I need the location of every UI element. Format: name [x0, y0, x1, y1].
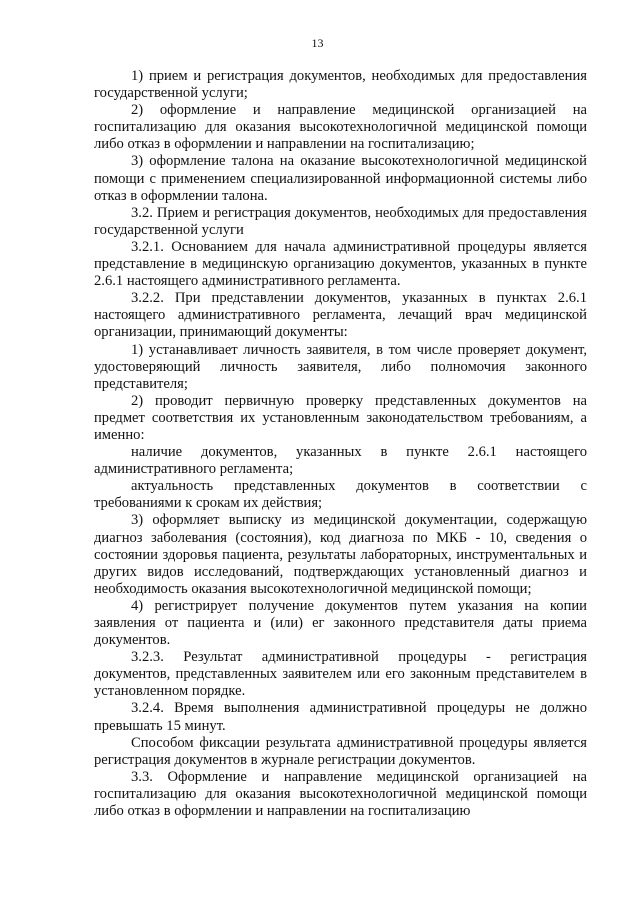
paragraph: 1) прием и регистрация документов, необходимых для предоставления государственной услуги; — [94, 68, 587, 102]
document-body — [94, 68, 587, 820]
paragraph: 3.2.1. Основанием для начала административной процедуры является представление в медицинскую организацию документов, указанных в пункте 2.6.1 настоящего административного регламента. — [94, 238, 587, 290]
paragraph: 3.2.3. Результат административной процедуры - регистрация документов, представленных заявителем или его законным представителем в установленном порядке. — [94, 649, 587, 700]
paragraph: 2) оформление и направление медицинской организацией на госпитализацию для оказания высокотехнологичной медицинской помощи либо отказ в оформлении и направлении на госпитализацию; — [94, 102, 587, 153]
section-heading: 3.2. Прием и регистрация документов, необходимых для предоставления государственной услуги — [94, 204, 587, 238]
paragraph: 3) оформление талона на оказание высокотехнологичной медицинской помощи с применением специализированной информационной системы либо отказ в оформлении талона. — [94, 153, 587, 204]
paragraph: 3.2.2. При представлении документов, указанных в пунктах 2.6.1 настоящего административного регламента, лечащий врач медицинской организации, принимающий документы: — [94, 290, 587, 341]
paragraph: 3.2.4. Время выполнения административной процедуры не должно превышать 15 минут. — [94, 700, 587, 734]
section-heading: 3.3. Оформление и направление медицинской организацией на госпитализацию для оказания высокотехнологичной медицинской помощи либо отказ в оформлении и направлении на госпитализацию — [94, 768, 587, 820]
paragraph: 4) регистрирует получение документов путем указания на копии заявления от пациента и (или) ег законного представителя даты приема документов. — [94, 597, 587, 649]
paragraph: 3) оформляет выписку из медицинской документации, содержащую диагноз заболевания (состояния), код диагноза по МКБ - 10, сведения о состоянии здоровья пациента, результаты лабораторных, инструментальных и других видов исследований, подтверждающих установленный диагноз и необходимость оказания высокотехнологичной медицинской помощи; — [94, 512, 587, 597]
paragraph: 2) проводит первичную проверку представленных документов на предмет соответствия их установленным законодательством требованиям, а именно: — [94, 392, 587, 443]
page-number: 13 — [311, 36, 324, 50]
paragraph: 1) устанавливает личность заявителя, в том числе проверяет документ, удостоверяющий личность заявителя, либо полномочия законного представителя; — [94, 341, 587, 392]
paragraph: наличие документов, указанных в пункте 2.6.1 настоящего административного регламента; — [94, 444, 587, 478]
paragraph: актуальность представленных документов в соответствии с требованиями к срокам их действия; — [94, 478, 587, 512]
paragraph: Способом фиксации результата административной процедуры является регистрация документов в журнале регистрации документов. — [94, 734, 587, 768]
